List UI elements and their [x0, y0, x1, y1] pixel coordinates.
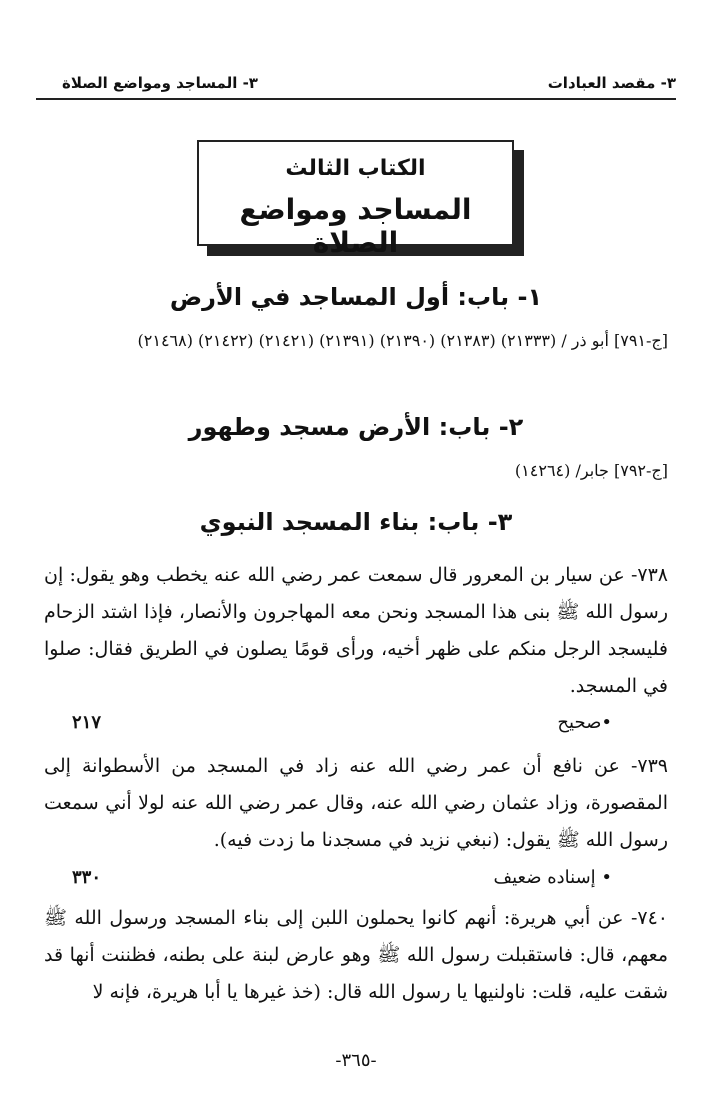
chapter-reference-2: [ج-٧٩٢] جابر/ (١٤٢٦٤) — [514, 461, 668, 480]
hadith-739-number: ٣٣٠ — [72, 867, 102, 888]
hadith-740: ٧٤٠- عن أبي هريرة: أنهم كانوا يحملون اللبن إلى بناء المسجد ورسول الله ﷺ معهم، قال: فاستقبلت رسول الله ﷺ وهو عارض لبنة على بطنه، فظننت أنها قد شقت عليه، قلت: ناولنيها يا رسول الله قال: (خذ غيرها يا أبا هريرة، فإنه لا — [44, 907, 668, 1003]
hadith-738: ٧٣٨- عن سيار بن المعرور قال سمعت عمر رضي الله عنه يخطب وهو يقول: إن رسول الله ﷺ بنى هذا المسجد ونحن معه المهاجرون والأنصار، فإذا اشتد الزحام فليسجد الرجل منكم على ظهر أخيه، ورأى قومًا يصلون في الطريق فقال: صلوا في المسجد. — [44, 564, 668, 697]
chapter-heading-3: ٣- باب: بناء المسجد النبوي — [199, 508, 513, 536]
book-title: المساجد ومواضع الصلاة — [239, 193, 472, 259]
hadith-738-grade: •صحيح — [557, 712, 612, 733]
hadith-739-grade: • إسناده ضعيف — [493, 867, 612, 888]
book-number: الكتاب الثالث — [285, 156, 426, 181]
header-chapter-title: ٣- المساجد ومواضع الصلاة — [62, 74, 258, 92]
page-number: -٣٦٥- — [335, 1050, 377, 1071]
chapter-heading-1: ١- باب: أول المساجد في الأرض — [169, 283, 543, 311]
chapter-reference-1: [ج-٧٩١] أبو ذر / (٢١٣٣٣) (٢١٣٨٣) (٢١٣٩٠) (٢١٣٩١) (٢١٤٢١) (٢١٤٢٢) (٢١٤٦٨) — [137, 331, 668, 350]
header-section-title: ٣- مقصد العبادات — [547, 74, 676, 92]
hadith-738-number: ٢١٧ — [72, 712, 102, 733]
chapter-heading-2: ٢- باب: الأرض مسجد وطهور — [188, 413, 524, 441]
running-header — [36, 64, 676, 100]
hadith-739: ٧٣٩- عن نافع أن عمر رضي الله عنه زاد في المسجد من الأسطوانة إلى المقصورة، وزاد عثمان رضي الله عنه، وقال عمر رضي الله عنه لولا أني سمعت رسول الله ﷺ يقول: (نبغي نزيد في مسجدنا ما زدت فيه). — [44, 755, 668, 851]
book-title-box — [197, 140, 514, 259]
